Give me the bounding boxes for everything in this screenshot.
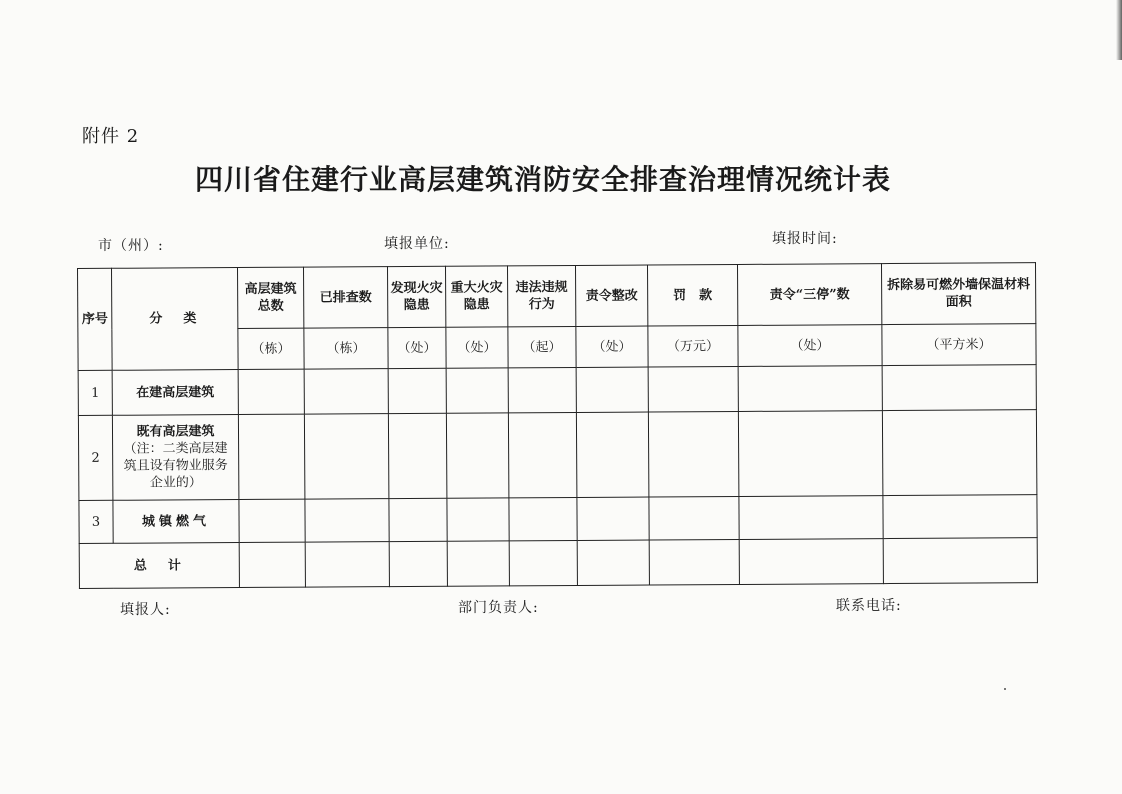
data-cell[interactable] [648, 366, 738, 412]
data-cell[interactable] [238, 369, 304, 414]
scan-edge-shadow [1116, 0, 1122, 60]
col-header-insulation-removed: 拆除易可燃外墙保温材料面积 [881, 263, 1035, 325]
data-cell[interactable] [883, 495, 1037, 539]
row-category: 在建高层建筑 [112, 370, 238, 416]
data-cell[interactable] [446, 413, 509, 498]
unit-fines: （万元） [648, 325, 738, 367]
col-header-three-stops: 责令“三停”数 [737, 264, 881, 326]
data-cell[interactable] [648, 411, 739, 497]
row-category: 城镇燃气 [113, 500, 239, 544]
col-header-violations: 违法违规行为 [507, 265, 575, 326]
data-cell[interactable] [577, 540, 649, 585]
attachment-label: 附件 2 [82, 126, 140, 147]
data-cell[interactable] [239, 499, 305, 542]
data-cell[interactable] [446, 368, 508, 413]
col-header-fire-hazards: 发现火灾隐患 [387, 266, 445, 327]
unit-total-buildings: （栋） [238, 328, 304, 369]
data-cell[interactable] [739, 496, 883, 540]
data-cell[interactable] [239, 542, 305, 587]
col-header-rectification: 责令整改 [575, 265, 647, 326]
table-row [78, 365, 1036, 416]
unit-field-label: 填报单位: [384, 236, 450, 252]
row-seq: 3 [79, 500, 113, 543]
data-cell[interactable] [447, 541, 509, 586]
city-field-label: 市（州）: [98, 238, 164, 254]
row-category-cell [112, 415, 239, 501]
table-row [78, 410, 1037, 501]
seq-header: 序号 [78, 268, 113, 370]
page-title: 四川省住建行业高层建筑消防安全排查治理情况统计表 [195, 163, 892, 196]
data-cell[interactable] [739, 539, 883, 585]
data-cell[interactable] [738, 366, 882, 412]
col-header-inspected: 已排查数 [303, 267, 387, 329]
scan-speck [1004, 688, 1006, 690]
row-seq: 1 [78, 370, 112, 415]
data-cell[interactable] [883, 538, 1037, 584]
col-header-major-hazards: 重大火灾隐患 [445, 266, 507, 327]
data-cell[interactable] [882, 365, 1036, 411]
time-field-label: 填报时间: [772, 231, 838, 247]
data-cell[interactable] [238, 414, 305, 499]
data-cell[interactable] [576, 367, 648, 412]
data-cell[interactable] [649, 539, 739, 585]
table-row [79, 495, 1037, 544]
data-cell[interactable] [305, 499, 389, 543]
data-cell[interactable] [388, 368, 446, 413]
data-cell[interactable] [649, 496, 739, 540]
unit-fire-hazards: （处） [388, 327, 446, 368]
category-header: 分 类 [112, 268, 239, 371]
data-cell[interactable] [509, 540, 577, 585]
data-cell[interactable] [509, 497, 577, 540]
statistics-table [77, 262, 1038, 589]
filler-signature-label: 填报人: [120, 602, 171, 618]
unit-insulation-removed: （平方米） [882, 324, 1036, 366]
data-cell[interactable] [882, 410, 1037, 496]
data-cell[interactable] [304, 369, 388, 415]
data-cell[interactable] [389, 541, 447, 586]
unit-inspected: （栋） [304, 328, 388, 370]
row-category-note: （注：二类高层建筑且设有物业服务企业的） [123, 441, 228, 491]
col-header-total-buildings: 高层建筑总数 [238, 267, 304, 328]
contact-phone-label: 联系电话: [836, 598, 902, 614]
data-cell[interactable] [305, 542, 389, 588]
header-row [78, 263, 1036, 330]
data-cell[interactable] [389, 498, 447, 541]
data-cell[interactable] [576, 412, 649, 497]
unit-major-hazards: （处） [446, 327, 508, 368]
data-cell[interactable] [508, 367, 576, 412]
row-seq: 2 [78, 415, 113, 500]
total-row [79, 538, 1037, 589]
data-cell[interactable] [447, 498, 509, 541]
dept-head-signature-label: 部门负责人: [458, 600, 539, 616]
total-label: 总 计 [79, 543, 239, 589]
data-cell[interactable] [738, 411, 883, 497]
row-category: 既有高层建筑 [136, 424, 215, 440]
col-header-fines: 罚 款 [647, 264, 737, 326]
data-cell[interactable] [577, 497, 649, 540]
data-cell[interactable] [388, 413, 447, 498]
unit-violations: （起） [508, 326, 576, 367]
data-cell[interactable] [304, 414, 389, 500]
data-cell[interactable] [508, 412, 577, 497]
unit-three-stops: （处） [738, 325, 882, 367]
unit-rectification: （处） [576, 326, 648, 367]
